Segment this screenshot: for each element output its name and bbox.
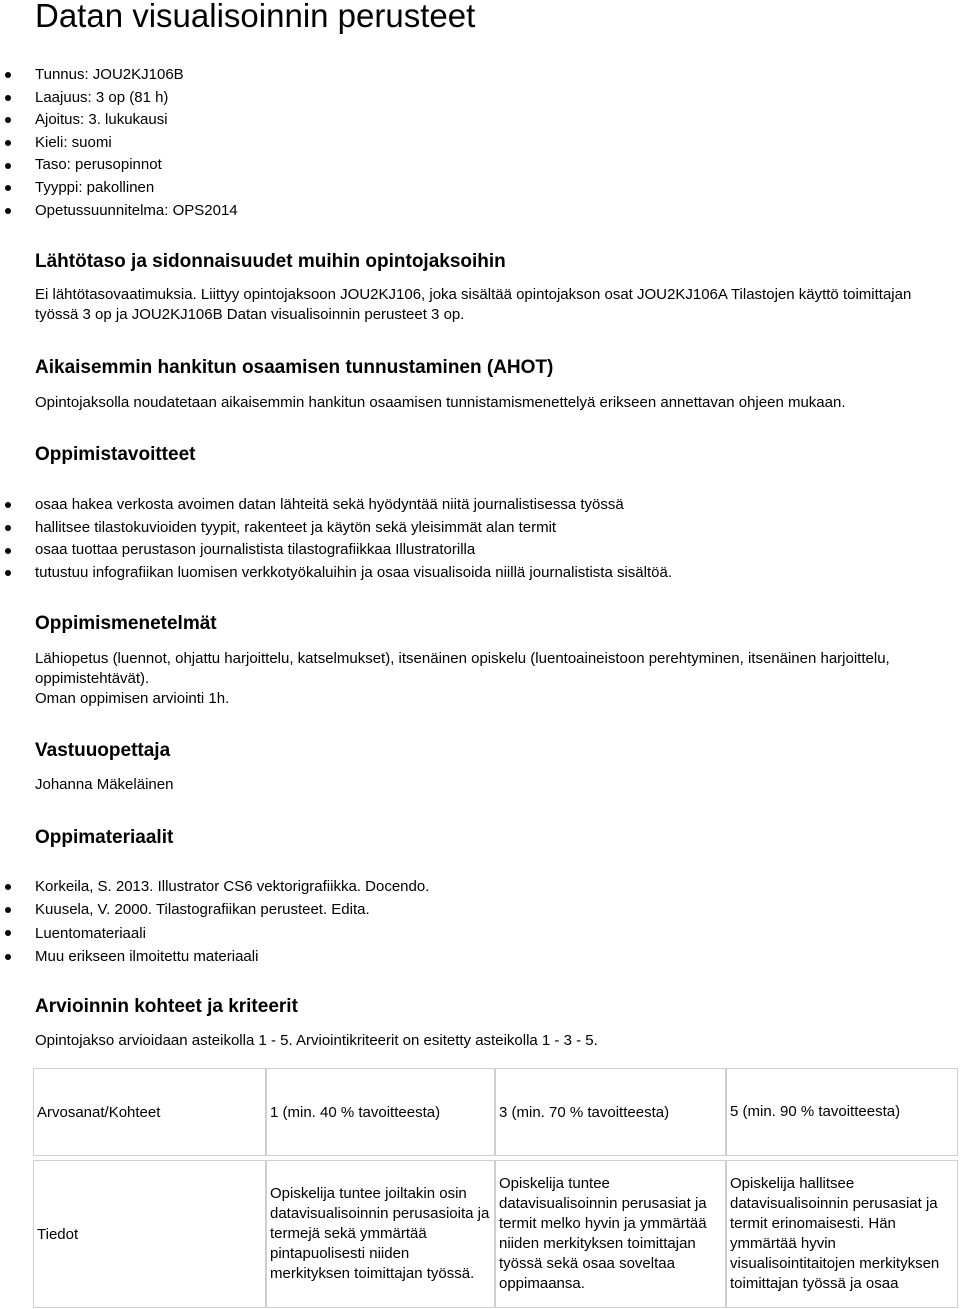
prereq-heading: Lähtötaso ja sidonnaisuudet muihin opintojaksoihin xyxy=(35,251,506,272)
teacher-heading: Vastuuopettaja xyxy=(35,740,171,761)
goal-item: osaa tuottaa perustason journalistista tilastografiikkaa Illustratorilla xyxy=(0,539,672,562)
goals-heading: Oppimistavoitteet xyxy=(35,444,196,465)
teacher-name: Johanna Mäkeläinen xyxy=(35,776,174,793)
info-item-code: Tunnus: JOU2KJ106B xyxy=(0,64,238,87)
table-cell: Opiskelija tuntee datavisualisoinnin perusasiat ja termit melko hyvin ja ymmärtää niiden merkityksen toimittajan työssä sekä osaa soveltaa oppimaansa. xyxy=(495,1160,726,1308)
course-info-list xyxy=(0,64,238,222)
goal-item: tutustuu infografiikan luomisen verkkotyökaluihin ja osaa visualisoida niillä journalistista sisältöä. xyxy=(0,562,672,585)
methods-heading: Oppimismenetelmät xyxy=(35,613,217,634)
table-cell: Opiskelija tuntee joiltakin osin datavisualisoinnin perusasioita ja termejä sekä ymmärtää pintapuolisesti niiden merkityksen toimittajan työssä. xyxy=(266,1160,495,1308)
methods-text-2: Oman oppimisen arviointi 1h. xyxy=(35,690,230,707)
prereq-text: Ei lähtötasovaatimuksia. Liittyy opintojaksoon JOU2KJ106, joka sisältää opintojakson osat JOU2KJ106A Tilastojen käyttö toimittajan työssä 3 op ja JOU2KJ106B Datan visualisoinnin perusteet 3 op. xyxy=(35,286,912,323)
table-header-cell: 1 (min. 40 % tavoitteesta) xyxy=(266,1068,495,1156)
material-item: Korkeila, S. 2013. Illustrator CS6 vektorigrafiikka. Docendo. xyxy=(0,875,429,898)
methods-text: Lähiopetus (luennot, ohjattu harjoittelu, katselmukset), itsenäinen opiskelu (luentoaineistoon perehtyminen, itsenäinen harjoittelu, oppimistehtävät). xyxy=(35,650,890,687)
table-row xyxy=(33,1160,958,1308)
assessment-table xyxy=(33,1068,958,1308)
table-cell: Opiskelija hallitsee datavisualisoinnin perusasiat ja termit erinomaisesti. Hän ymmärtää hyvin visualisointitaitojen merkityksen toimittajan työssä ja osaa xyxy=(726,1160,958,1308)
info-item-type: Tyyppi: pakollinen xyxy=(0,177,238,200)
info-item-language: Kieli: suomi xyxy=(0,132,238,155)
materials-list xyxy=(0,875,429,968)
table-header-cell: 5 (min. 90 % tavoitteesta) xyxy=(726,1068,958,1156)
table-cell-label: Tiedot xyxy=(33,1160,266,1308)
materials-heading: Oppimateriaalit xyxy=(35,827,174,848)
goal-item: hallitsee tilastokuvioiden tyypit, rakenteet ja käytön sekä yleisimmät alan termit xyxy=(0,517,672,540)
table-header-row xyxy=(33,1068,958,1156)
ahot-heading: Aikaisemmin hankitun osaamisen tunnustaminen (AHOT) xyxy=(35,357,554,378)
material-item: Muu erikseen ilmoitettu materiaali xyxy=(0,945,429,968)
assessment-text: Opintojakso arvioidaan asteikolla 1 - 5. Arviointikriteerit on esitetty asteikolla 1 - 3 - 5. xyxy=(35,1032,598,1049)
material-item: Kuusela, V. 2000. Tilastografiikan perusteet. Edita. xyxy=(0,898,429,921)
goals-list xyxy=(0,494,672,585)
material-item: Luentomateriaali xyxy=(0,922,429,945)
goal-item: osaa hakea verkosta avoimen datan lähteitä sekä hyödyntää niitä journalistisessa työssä xyxy=(0,494,672,517)
table-header-cell: Arvosanat/Kohteet xyxy=(33,1068,266,1156)
info-item-level: Taso: perusopinnot xyxy=(0,154,238,177)
info-item-timing: Ajoitus: 3. lukukausi xyxy=(0,109,238,132)
assessment-heading: Arvioinnin kohteet ja kriteerit xyxy=(35,996,298,1017)
info-item-credits: Laajuus: 3 op (81 h) xyxy=(0,87,238,110)
table-header-cell: 3 (min. 70 % tavoitteesta) xyxy=(495,1068,726,1156)
ahot-text: Opintojaksolla noudatetaan aikaisemmin hankitun osaamisen tunnistamismenettelyä erikseen annettavan ohjeen mukaan. xyxy=(35,394,846,411)
page-title: Datan visualisoinnin perusteet xyxy=(35,0,476,34)
info-item-curriculum: Opetussuunnitelma: OPS2014 xyxy=(0,200,238,223)
